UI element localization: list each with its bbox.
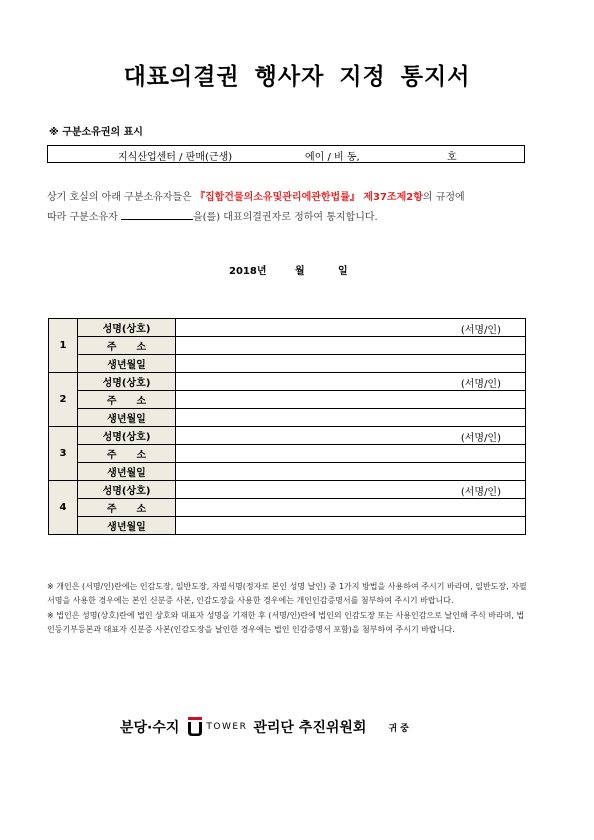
address-label: 주 소 [78, 499, 176, 517]
person-table [48, 318, 526, 535]
unit-building: 지식산업센터 / 판매(근생) [118, 152, 233, 163]
date-month: 월 [295, 266, 305, 277]
tower-logo-icon [186, 717, 247, 737]
name-field[interactable] [176, 319, 526, 337]
footer-title: 관리단 추진위원회 [253, 720, 367, 736]
birthdate-label: 생년월일 [78, 355, 176, 373]
name-field[interactable] [176, 373, 526, 391]
law-reference: 『집합건물의소유및관리에관한법률』 제37조제2항 [194, 192, 423, 203]
paragraph-line2-post: 을(를) 대표의결권자로 정하여 통지합니다. [192, 212, 378, 223]
person-number: 1 [49, 319, 78, 373]
name-field[interactable] [176, 481, 526, 499]
birthdate-label: 생년월일 [78, 463, 176, 481]
notice-paragraph [47, 188, 531, 228]
name-label: 성명(상호) [78, 481, 176, 499]
birthdate-field[interactable] [176, 517, 526, 535]
address-field[interactable] [176, 391, 526, 409]
address-label: 주 소 [78, 391, 176, 409]
unit-dong: 에이 / 비 동, [305, 152, 360, 163]
signature-label: (서명/인) [460, 325, 501, 336]
table-row [49, 355, 526, 373]
footer-org: 분당·수지 [120, 720, 180, 736]
table-row [49, 373, 526, 391]
signature-label: (서명/인) [460, 379, 501, 390]
birthdate-field[interactable] [176, 355, 526, 373]
name-label: 성명(상호) [78, 373, 176, 391]
person-number: 4 [49, 481, 78, 535]
table-row [49, 517, 526, 535]
tower-logo-mark-icon [186, 717, 204, 737]
signature-label: (서명/인) [460, 433, 501, 444]
name-label: 성명(상호) [78, 319, 176, 337]
paragraph-line1-pre: 상기 호실의 아래 구분소유자들은 [47, 192, 195, 203]
table-row [49, 463, 526, 481]
logo-text: TOWER [206, 722, 248, 732]
table-row [49, 499, 526, 517]
name-field[interactable] [176, 427, 526, 445]
address-field[interactable] [176, 499, 526, 517]
birthdate-field[interactable] [176, 409, 526, 427]
birthdate-label: 생년월일 [78, 517, 176, 535]
signature-label: (서명/인) [460, 487, 501, 498]
person-number: 2 [49, 373, 78, 427]
owner-blank-line [121, 208, 193, 220]
unit-ho: 호 [447, 152, 457, 163]
table-row [49, 337, 526, 355]
table-row [49, 445, 526, 463]
paragraph-line1-post: 의 규정에 [422, 192, 465, 203]
table-row [49, 481, 526, 499]
birthdate-field[interactable] [176, 463, 526, 481]
table-row [49, 409, 526, 427]
table-row [49, 391, 526, 409]
address-label: 주 소 [78, 445, 176, 463]
document-title: 대표의결권 행사자 지정 통지서 [123, 64, 471, 90]
section-label: ※ 구분소유권의 표시 [49, 127, 143, 138]
birthdate-label: 생년월일 [78, 409, 176, 427]
unit-info-box [47, 145, 525, 163]
date-year: 2018년 [229, 266, 267, 277]
address-label: 주 소 [78, 337, 176, 355]
note-individual: ※ 개인은 (서명/인)란에는 인감도장, 일반도장, 자필서명(정자로 본인 성명 날인) 중 1가지 방법을 사용하여 주시기 바라며, 일반도장, 자필서명을 사용한 경우에는 본인 신분증 사본, 인감도장을 사용한 경우에는 개인인감증명서를 첨부하여 주시기 바랍니다. [47, 582, 527, 605]
notes-section [47, 580, 531, 638]
address-field[interactable] [176, 337, 526, 355]
address-field[interactable] [176, 445, 526, 463]
footer [120, 714, 412, 740]
person-number: 3 [49, 427, 78, 481]
paragraph-line2-pre: 따라 구분소유자 [47, 212, 121, 223]
date-day: 일 [338, 266, 348, 277]
footer-suffix: 귀중 [388, 723, 412, 734]
note-corporation: ※ 법인은 성명(상호)란에 법인 상호와 대표자 성명을 기재한 후 (서명/인)란에 법인의 인감도장 또는 사용인감으로 날인해 주식 바라며, 법인등기부등본과 대표자 신분증 사본(인감도장을 날인한 경우에는 법인 인감증명서 포함)을 첨부하여 주시기 바랍니다. [47, 611, 525, 634]
table-row [49, 427, 526, 445]
table-row [49, 319, 526, 337]
name-label: 성명(상호) [78, 427, 176, 445]
